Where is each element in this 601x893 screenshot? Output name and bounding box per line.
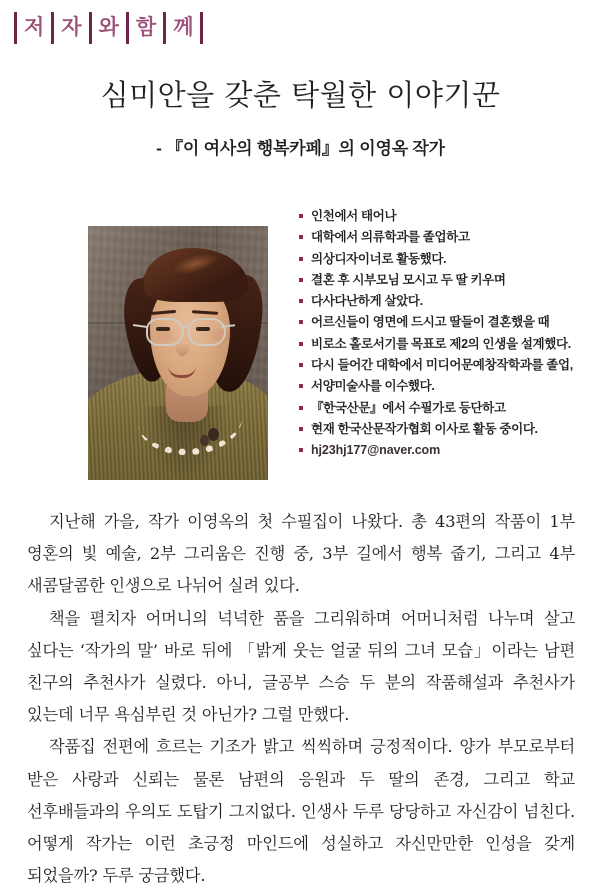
author-photo <box>88 226 268 480</box>
bullet-icon <box>299 384 303 388</box>
paragraph: 작품집 전편에 흐르는 기조가 밝고 씩씩하며 긍정적이다. 양가 부모로부터 받은 사랑과 신뢰는 물론 남편의 응원과 두 딸의 존경, 그리고 학교 선후배들과의 우의도 도탑기 그지없다. 인생사 두루 당당하고 자신감이 넘친다. 어떻게 작가는 이런 초긍정 마인드에 성실하고 자신만만한 인성을 갖게 되었을까? 두루 궁금했다. <box>27 737 575 886</box>
list-item-label: 비로소 홀로서기를 목표로 제2의 인생을 설계했다. <box>311 336 571 351</box>
section-header-char-3: 함 <box>135 16 157 39</box>
list-item <box>299 227 589 248</box>
section-header <box>14 12 203 44</box>
bullet-icon <box>299 406 303 410</box>
list-item-label: 다시 들어간 대학에서 미디어문예창작학과를 졸업, <box>311 358 573 373</box>
author-email[interactable]: hj23hj177@naver.com <box>311 443 441 458</box>
list-item <box>299 291 589 312</box>
list-item-label: 인천에서 태어나 <box>311 209 397 223</box>
bullet-icon <box>299 257 303 261</box>
list-item <box>299 419 589 440</box>
list-item-email <box>299 440 589 461</box>
bullet-icon <box>299 214 303 218</box>
list-item <box>299 334 589 355</box>
paragraph: 책을 펼치자 어머니의 넉넉한 품을 그리워하며 어머니처럼 나누며 살고 싶다는 ‘작가의 말’ 바로 뒤에 「밝게 웃는 얼굴 뒤의 그녀 모습」이라는 남편 친구의 추천사가 실렸다. 아니, 글공부 스승 두 분의 작품해설과 추천사가 있는데 너무 욕심부린 것 아닌가? 그럴 만했다. <box>27 608 575 725</box>
section-header-divider-5 <box>200 12 203 44</box>
section-header-char-0: 저 <box>24 16 45 39</box>
list-item-label: 『한국산문』에서 수필가로 등단하고 <box>311 400 506 415</box>
list-item <box>299 312 589 333</box>
bullet-icon <box>299 299 303 303</box>
list-item <box>299 376 589 397</box>
author-photo-image <box>88 226 268 480</box>
bullet-icon <box>299 320 303 324</box>
photo-glasses-bridge <box>180 326 188 328</box>
bullet-icon <box>299 427 303 431</box>
list-item <box>299 355 589 376</box>
list-item-label: 서양미술사를 이수했다. <box>311 379 435 394</box>
list-item-label: 어르신들이 영면에 드시고 딸들이 결혼했을 때 <box>311 315 550 330</box>
paragraph: 지난해 가을, 작가 이영옥의 첫 수필집이 나왔다. 총 43편의 작품이 1부 영혼의 빛 예술, 2부 그리움은 진행 중, 3부 길에서 행복 줍기, 그리고 4부 새콤달콤한 인생으로 나뉘어 실려 있다. <box>27 512 575 596</box>
author-bio-list <box>299 206 589 462</box>
list-item-label: 의상디자이너로 활동했다. <box>311 251 447 266</box>
page-subtitle: - 『이 여사의 행복카페』의 이영옥 작가 <box>156 138 445 158</box>
photo-necklace-bead <box>208 428 219 441</box>
section-header-char-1: 자 <box>61 16 82 39</box>
page-title: 심미안을 갖춘 탁월한 이야기꾼 <box>100 78 501 112</box>
section-header-char-2: 와 <box>98 16 119 39</box>
photo-nose <box>176 338 189 356</box>
list-item-label: 다사다난하게 살았다. <box>311 294 423 309</box>
bullet-icon <box>299 363 303 367</box>
section-header-char-4: 께 <box>173 16 194 39</box>
list-item-label: 결혼 후 시부모님 모시고 두 딸 키우며 <box>311 272 506 287</box>
list-item <box>299 270 589 291</box>
title-block <box>0 78 601 159</box>
list-item-label: 현재 한국산문작가협회 이사로 활동 중이다. <box>311 421 538 436</box>
photo-glasses-lens-right <box>188 318 226 346</box>
list-item <box>299 206 589 227</box>
bullet-icon <box>299 448 303 452</box>
article-body <box>27 506 575 892</box>
bullet-icon <box>299 235 303 239</box>
list-item <box>299 249 589 270</box>
list-item <box>299 398 589 419</box>
bullet-icon <box>299 278 303 282</box>
list-item-label: 대학에서 의류학과를 졸업하고 <box>311 230 470 245</box>
bullet-icon <box>299 342 303 346</box>
